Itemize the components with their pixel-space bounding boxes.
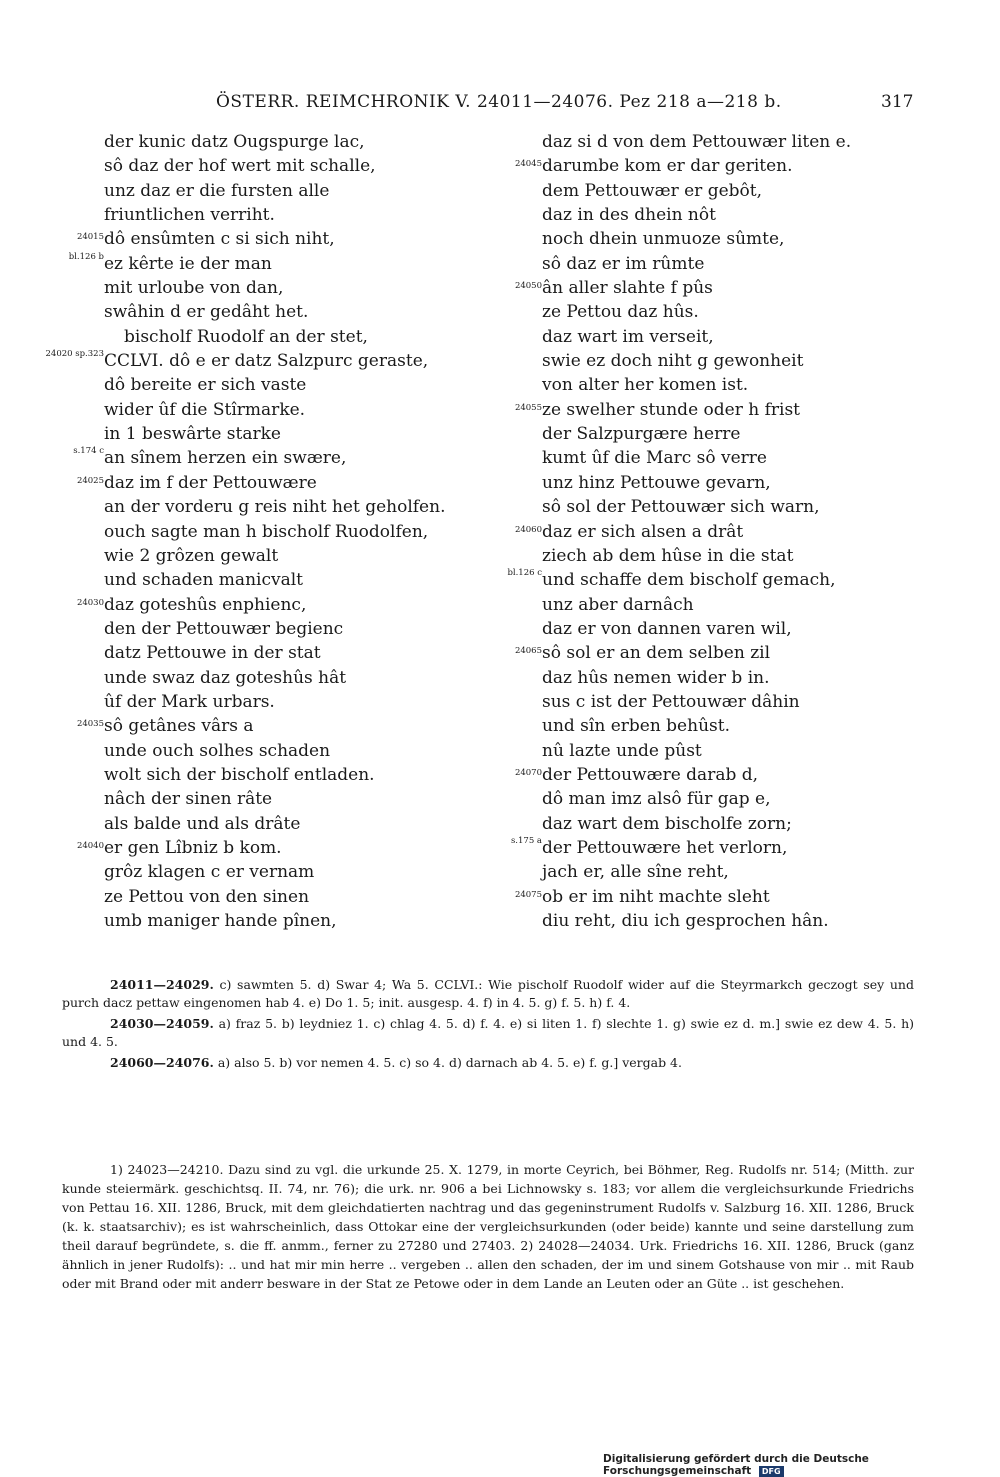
verse-text: unz daz er die fursten alle [104,180,330,201]
verse-line [440,471,840,495]
verse-text: und schaffe dem bischolf gemach, [542,570,836,591]
verse-line [0,787,400,811]
page-number: 317 [881,92,914,112]
verse-text: dô bereite er sich vaste [104,375,307,396]
verse-text: swâhin d er gedâht het. [104,302,309,323]
verse-text: unde ouch solhes schaden [104,740,331,761]
verse-text: an der vorderu g reis niht het geholfen. [104,497,446,518]
verse-line [0,300,400,324]
line-marker: bl.126 c [507,568,542,579]
verse-text: jach er, alle sîne reht, [542,862,729,883]
verse-column-right [440,130,852,933]
verse-text: noch dhein unmuoze sûmte, [542,229,785,250]
line-marker: 24035 [76,719,104,730]
verse-column-left [0,130,446,933]
verse-text: ob er im niht machte sleht [542,886,770,907]
verse-text: umb maniger hande pînen, [104,911,337,931]
credit-text: Digitalisierung gefördert durch die Deutsche Forschungsgemeinschaft [603,1453,869,1477]
line-marker: 24015 [76,232,104,243]
verse-text: datz Pettouwe in der stat [104,643,321,664]
verse-text: daz er von dannen varen wil, [542,618,792,639]
apparatus-text: c) sawmten 5. d) Swar 4; Wa 5. CCLVI.: Wie pischolf Ruodolf wider auf die Steyrmarkch geczogt sey und purch dacz pettaw eingenomen hab 4. e) Do 1. 5; init. ausgesp. 4. f) in 4. 5. g) f. 5. h) f. 4. [62,977,914,1010]
verse-line [440,252,840,276]
verse-text: daz in des dhein nôt [542,205,716,226]
verse-text: ze swelher stunde oder h frist [542,399,801,420]
verse-text: diu reht, diu ich gesprochen hân. [542,911,829,931]
line-marker: 24055 [514,402,542,413]
verse-line [440,179,840,203]
verse-line [440,763,840,787]
verse-text: der Pettouwære het verlorn, [542,837,788,858]
verse-line [0,860,400,884]
verse-line [440,836,840,860]
critical-apparatus [62,976,914,1076]
verse-text: friuntlichen verriht. [104,205,275,226]
line-marker: 24045 [514,159,542,170]
line-marker: 24020 sp.323 [45,349,104,360]
verse-line [440,666,840,690]
verse-text: den der Pettouwær begienc [104,618,344,639]
verse-text: ziech ab dem hûse in die stat [542,545,794,566]
verse-line [0,520,429,544]
verse-text: sô sol der Pettouwær sich warn, [542,497,820,518]
verse-line [440,860,840,884]
verse-line [440,885,840,909]
verse-text: und sîn erben behûst. [542,716,730,737]
verse-text: unde swaz daz goteshûs hât [104,667,347,688]
verse-line [0,690,400,714]
line-marker: 24050 [514,281,542,292]
line-marker: 24065 [514,646,542,657]
verse-line [440,398,840,422]
page-header [0,92,1000,116]
line-marker: 24025 [76,475,104,486]
verse-text: mit urloube von dan, [104,278,284,299]
apparatus-range: 24030—24059. [110,1016,214,1031]
verse-line [0,471,400,495]
verse-line [0,763,400,787]
verse-text: und schaden manicvalt [104,570,303,591]
verse-line [0,812,400,836]
verse-line [0,495,446,519]
verse-text: daz hûs nemen wider b in. [542,667,770,688]
verse-text: daz im f der Pettouwære [104,472,317,493]
line-marker: 24075 [514,889,542,900]
verse-line [440,593,840,617]
verse-line [440,617,840,641]
apparatus-entry [62,1015,914,1050]
verse-text: swie ez doch niht g gewonheit [542,351,804,372]
verse-text: der Pettouwære darab d, [542,764,759,785]
verse-line [440,422,840,446]
verse-text: dô ensûmten c si sich niht, [104,229,335,250]
verse-line [440,373,840,397]
verse-text: daz wart dem bischolfe zorn; [542,813,792,834]
verse-text: ze Pettou daz hûs. [542,302,699,323]
verse-text: ouch sagte man h bischolf Ruodolfen, [104,521,429,542]
verse-line [440,812,840,836]
verse-line [440,300,840,324]
verse-text: dô man imz alsô für gap e, [542,789,771,810]
verse-text: nâch der sinen râte [104,789,273,810]
verse-text: kumt ûf die Marc sô verre [542,448,767,469]
verse-text: als balde und als drâte [104,813,301,834]
verse-line [0,641,400,665]
verse-line [440,520,840,544]
verse-line [0,568,400,592]
verse-text: sô daz der hof wert mit schalle, [104,156,376,177]
digitization-credit [603,1453,1000,1477]
verse-line [0,398,400,422]
verse-text: an sînem herzen ein swære, [104,448,347,469]
verse-line [0,617,400,641]
dfg-logo: DFG [759,1466,784,1477]
footnotes [62,1160,914,1293]
apparatus-text: a) fraz 5. b) leydniez 1. c) chlag 4. 5. d) f. 4. e) si liten 1. f) slechte 1. g) swie ez d. m.] swie ez dew 4. 5. h) und 4. 5. [62,1016,914,1049]
verse-text: unz hinz Pettouwe gevarn, [542,472,771,493]
verse-text: von alter her komen ist. [542,375,749,396]
verse-text: ân aller slahte f pûs [542,278,713,299]
verse-line [440,909,840,933]
verse-text: dem Pettouwær er gebôt, [542,180,762,201]
verse-line [440,690,840,714]
verse-text: daz goteshûs enphienc, [104,594,307,615]
verse-text: der kunic datz Ougspurge lac, [104,132,365,152]
verse-line [0,154,400,178]
line-marker: s.175 a [510,835,542,846]
verse-line [0,714,400,738]
verse-line [0,909,400,933]
line-marker: s.174 c [73,446,104,457]
verse-line [0,130,400,154]
verse-line [0,227,400,251]
verse-line [440,446,840,470]
verse-line [0,836,400,860]
verse-text: in 1 beswârte starke [104,424,281,445]
verse-line [440,276,840,300]
verse-line [0,179,400,203]
verse-text: wie 2 grôzen gewalt [104,545,279,566]
apparatus-range: 24011—24029. [110,977,214,992]
verse-text: unz aber darnâch [542,594,694,615]
verse-line [0,373,400,397]
verse-line [0,446,400,470]
verse-text: sô getânes vârs a [104,716,254,737]
verse-line [0,325,400,349]
verse-text: wolt sich der bischolf entladen. [104,764,375,785]
verse-line [440,203,840,227]
verse-text: CCLVI. dô e er datz Salzpurc geraste, [104,351,429,372]
verse-text: nû lazte unde pûst [542,740,702,761]
verse-text: grôz klagen c er vernam [104,862,315,883]
verse-text: daz er sich alsen a drât [542,521,744,542]
verse-text: bischolf Ruodolf an der stet, [124,326,368,347]
verse-line [0,885,400,909]
line-marker: bl.126 b [68,251,104,262]
verse-line [440,495,840,519]
verse-text: er gen Lîbniz b kom. [104,837,282,858]
verse-line [0,252,400,276]
apparatus-entry [62,976,914,1011]
verse-line [0,422,400,446]
verse-line [0,349,429,373]
apparatus-text: a) also 5. b) vor nemen 4. 5. c) so 4. d) darnach ab 4. 5. e) f. g.] vergab 4. [217,1055,682,1070]
verse-line [440,568,840,592]
verse-text: sô sol er an dem selben zil [542,643,771,664]
verse-line [440,130,852,154]
line-marker: 24040 [76,840,104,851]
verse-line [0,739,400,763]
verse-text: der Salzpurgære herre [542,424,741,445]
running-title: ÖSTERR. REIMCHRONIK V. 24011—24076. Pez 218 a—218 b. [216,92,782,112]
verse-line [0,203,400,227]
verse-text: darumbe kom er dar geriten. [542,156,793,177]
verse-line [0,666,400,690]
verse-text: sus c ist der Pettouwær dâhin [542,691,800,712]
verse-line [440,154,840,178]
footnote: 1) 24023—24210. Dazu sind zu vgl. die urkunde 25. X. 1279, in morte Ceyrich, bei Böhmer, Reg. Rudolfs nr. 514; (Mitth. zur kunde steiermärk. geschichtsq. II. 74, nr. 76); die urk. nr. 906 a bei Lichnowsky s. 183; vor allem die vergleichsurkunde Friedrichs von Pettau 16. XII. 1286, Bruck, mit dem gleichdatierten nachtrag und das gegeninstrument Rudolfs v. Salzburg 16. XII. 1286, Bruck (k. k. staatsarchiv); es ist wahrscheinlich, dass Ottokar eine der vergleichsurkunden (oder beide) kannte und seine darstellung zum theil darauf begründete, s. die ff. anmm., ferner zu 27280 und 27403. 2) 24028—24034. Urk. Friedrichs 16. XII. 1286, Bruck (ganz ähnlich in jener Rudolfs): .. und hat mir min herre .. vergeben .. allen den schaden, der im und sinem Gotshause von mir .. mit Raub oder mit Brand oder mit anderr besware in der Stat ze Petowe oder in dem Lande an Leuten oder an Güte .. ist geschehen. [62,1162,914,1291]
verse-line [0,544,400,568]
verse-line [440,325,840,349]
verse-text: sô daz er im rûmte [542,253,705,274]
apparatus-entry [62,1054,914,1072]
verse-line [440,544,840,568]
verse-line [440,227,840,251]
verse-line [440,349,840,373]
verse-line [0,593,400,617]
line-marker: 24060 [514,524,542,535]
verse-line [440,787,840,811]
verse-text: daz si d von dem Pettouwær liten e. [542,132,852,152]
apparatus-range: 24060—24076. [110,1055,214,1070]
line-marker: 24070 [514,767,542,778]
verse-text: wider ûf die Stîrmarke. [104,399,306,420]
verse-text: ez kêrte ie der man [104,253,272,274]
verse-text: ûf der Mark urbars. [104,691,275,712]
verse-text: daz wart im verseit, [542,326,714,347]
verse-line [440,739,840,763]
verse-line [440,641,840,665]
line-marker: 24030 [76,597,104,608]
verse-line [440,714,840,738]
verse-text: ze Pettou von den sinen [104,886,310,907]
verse-line [0,276,400,300]
